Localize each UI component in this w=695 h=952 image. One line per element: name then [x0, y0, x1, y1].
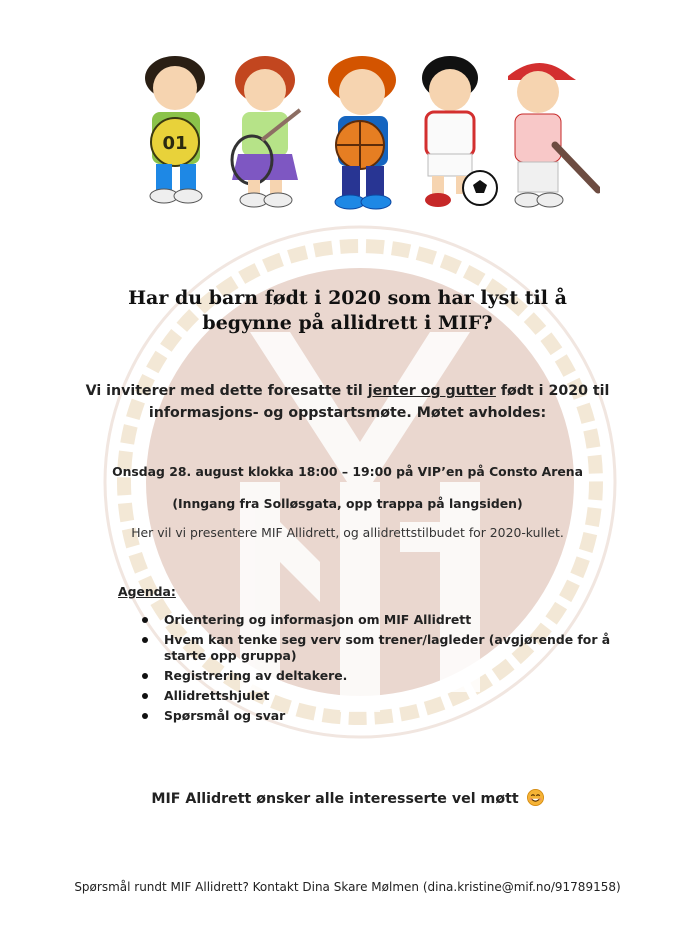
- agenda-item: [140, 668, 640, 684]
- agenda-item: [140, 632, 640, 664]
- kid-racket: [232, 56, 300, 207]
- bullet-icon: [142, 617, 148, 623]
- invitation-underlined: jenter og gutter: [367, 383, 496, 399]
- agenda-title: Agenda:: [118, 584, 176, 599]
- invitation-pre: Vi inviterer med dette foresatte til: [85, 383, 368, 399]
- invitation-text: [70, 380, 625, 424]
- closing-line: [70, 789, 625, 809]
- bullet-icon: [142, 673, 148, 679]
- agenda-item-text: Registrering av deltakere.: [164, 668, 348, 683]
- closing-text: MIF Allidrett ønsker alle interesserte vel møtt: [151, 791, 519, 807]
- meeting-time-place: Onsdag 28. august klokka 18:00 – 19:00 på VIP’en på Consto Arena: [112, 464, 583, 479]
- agenda-item-text: Hvem kan tenke seg verv som trener/lagleder (avgjørende for å starte opp gruppa): [164, 632, 611, 663]
- invitation-line-1: [70, 380, 625, 402]
- invitation-post: født i 2020 til: [495, 383, 610, 399]
- children-illustration: [130, 50, 600, 220]
- contact-info: Spørsmål rundt MIF Allidrett? Kontakt Dina Skare Mølmen (dina.kristine@mif.no/91789158): [74, 880, 621, 894]
- meeting-presentation: Her vil vi presentere MIF Allidrett, og allidrettstilbudet for 2020-kullet.: [131, 525, 564, 540]
- heading-line-2: begynne på allidrett i MIF?: [202, 312, 493, 334]
- kid-soccer: [422, 56, 497, 207]
- kid-football: [145, 56, 205, 203]
- smiley-icon: [527, 789, 544, 806]
- agenda-item: [140, 708, 640, 724]
- invitation-line-2: informasjons- og oppstartsmøte. Møtet avholdes:: [148, 405, 547, 421]
- bullet-icon: [142, 713, 148, 719]
- heading-line-1: Har du barn født i 2020 som har lyst til å: [128, 287, 567, 309]
- agenda-item: [140, 688, 640, 704]
- flyer-heading: [70, 286, 625, 336]
- agenda-item: [140, 612, 640, 628]
- bullet-icon: [142, 693, 148, 699]
- svg-text:01: 01: [162, 133, 188, 154]
- kid-baseball: [508, 63, 598, 207]
- agenda-item-text: Orientering og informasjon om MIF Allidrett: [164, 612, 472, 627]
- kid-basketball: [328, 56, 396, 209]
- agenda-list: [140, 612, 640, 728]
- bullet-icon: [142, 637, 148, 643]
- meeting-entrance: (Inngang fra Solløsgata, opp trappa på langsiden): [172, 496, 523, 511]
- agenda-item-text: Allidrettshjulet: [164, 688, 270, 703]
- agenda-item-text: Spørsmål og svar: [164, 708, 286, 723]
